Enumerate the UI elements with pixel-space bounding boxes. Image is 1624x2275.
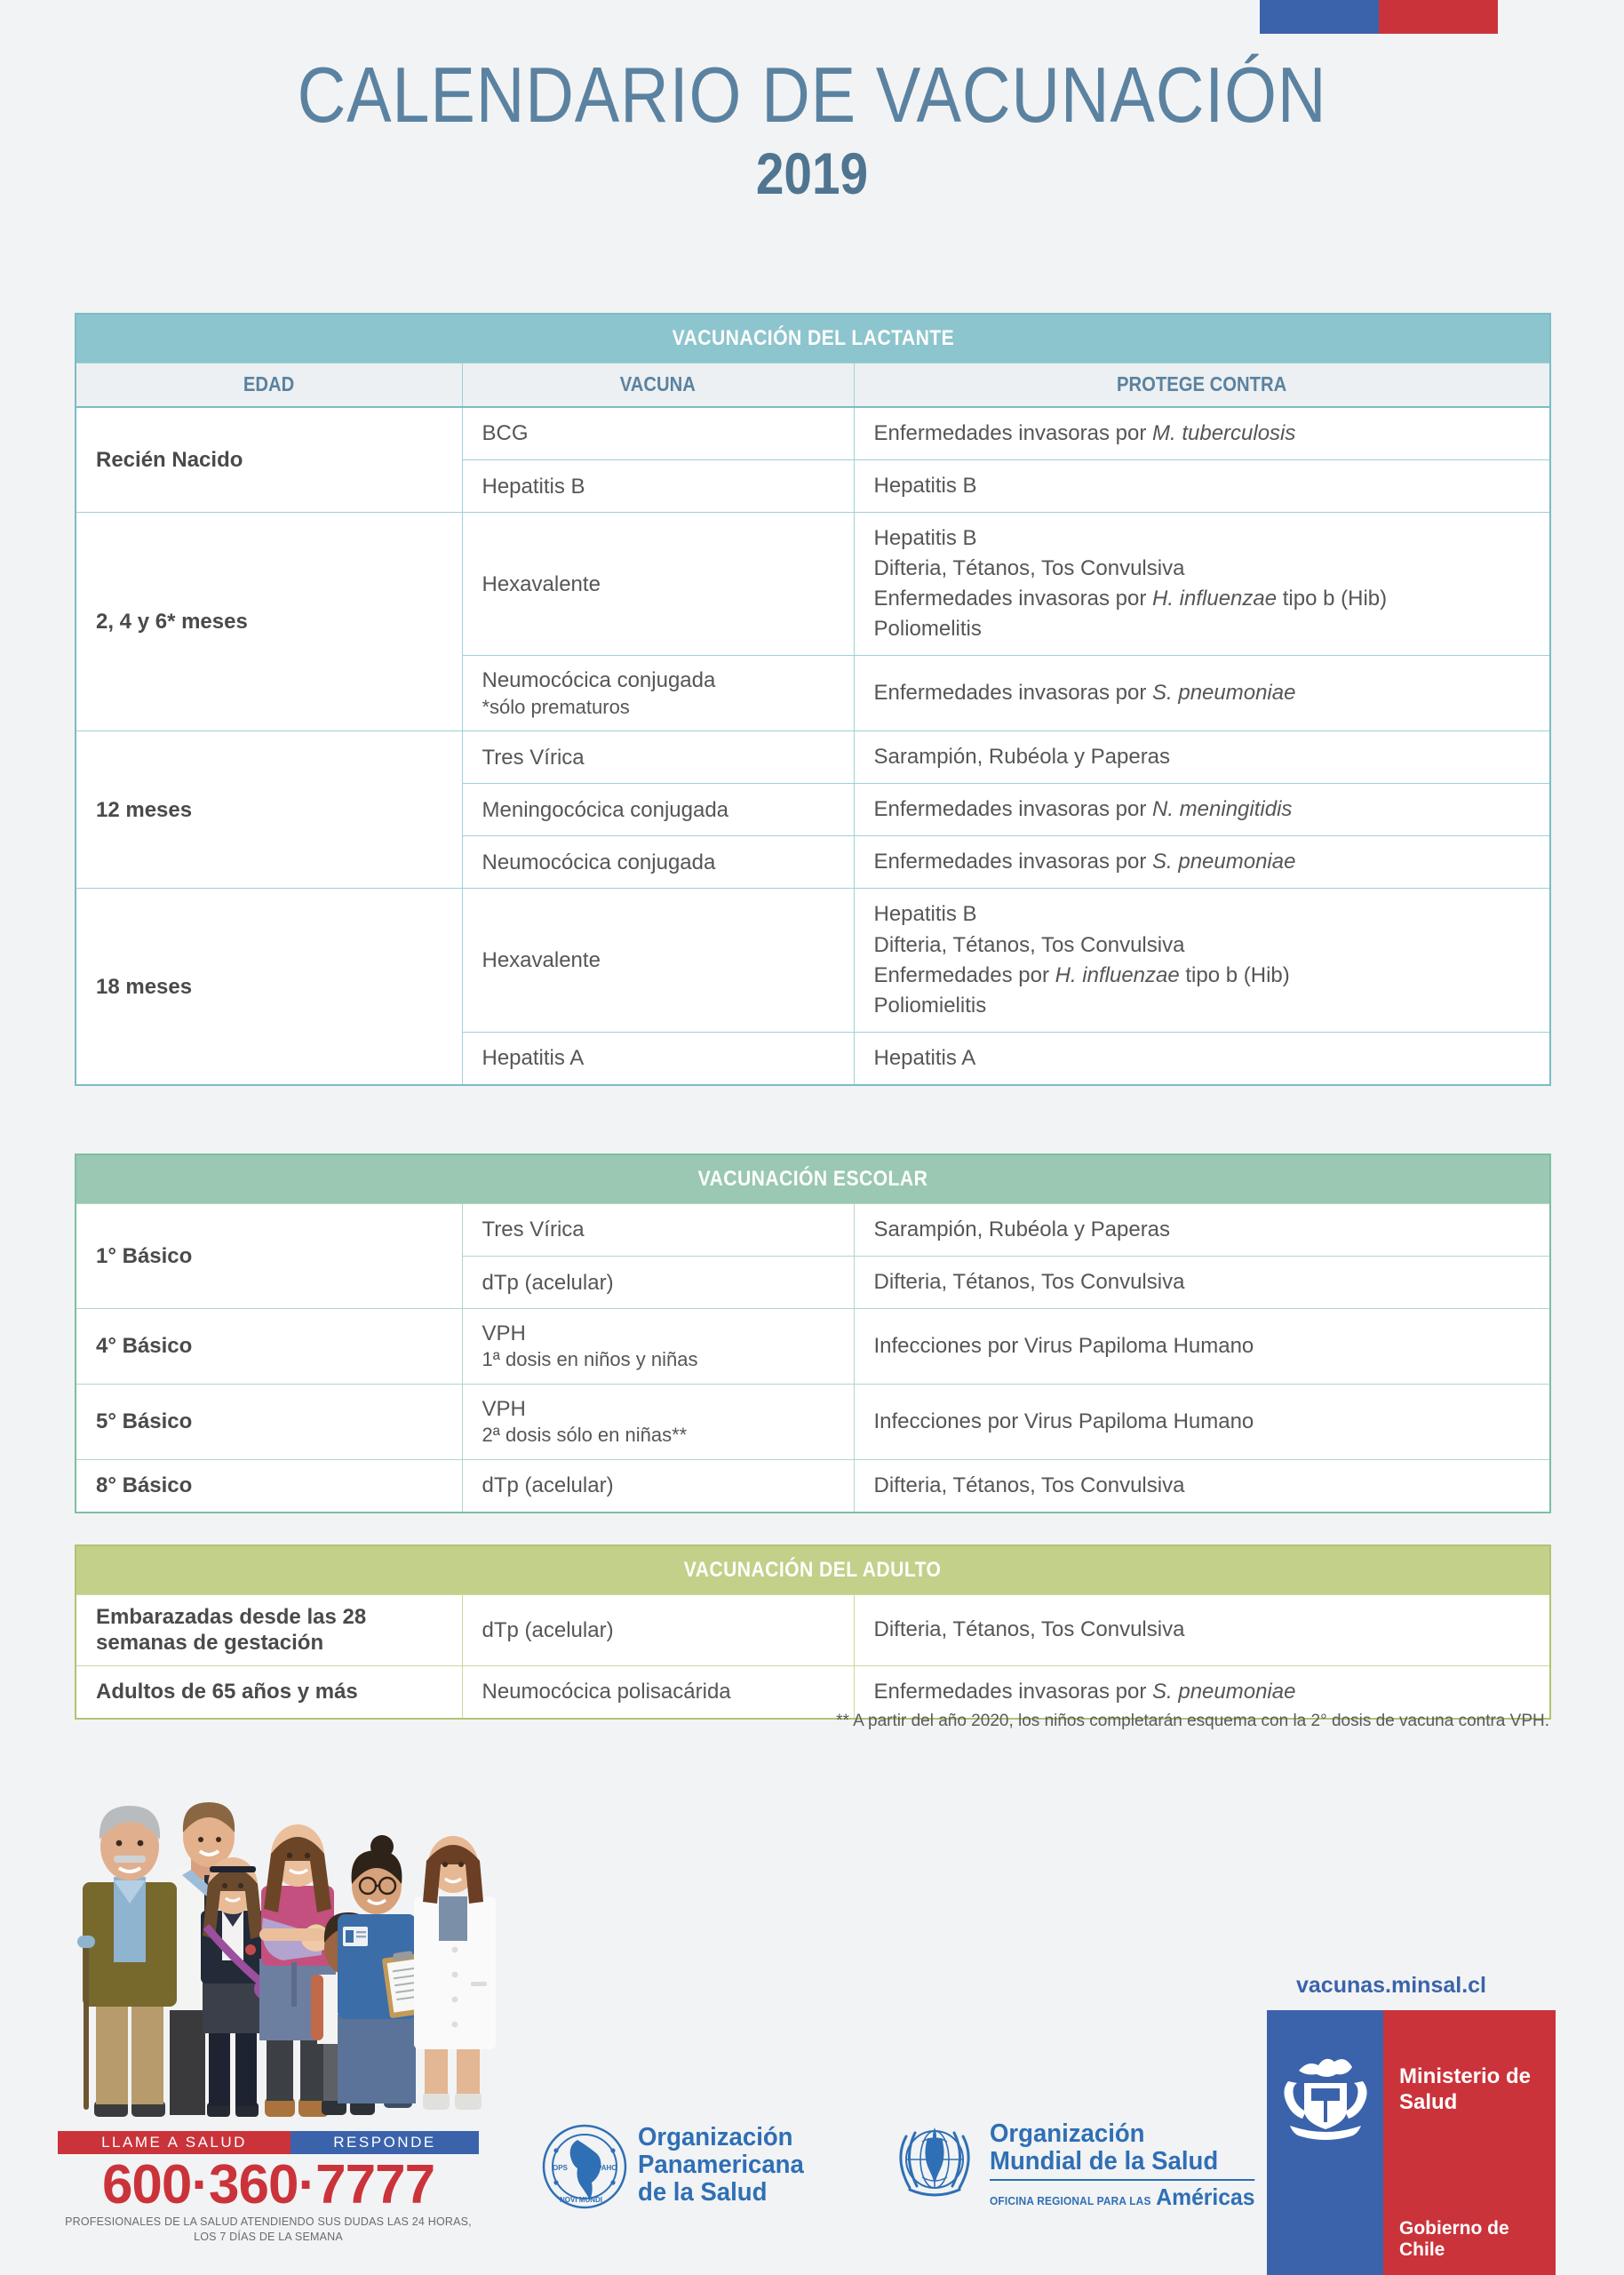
minsal-logo-red-panel bbox=[1383, 2010, 1556, 2275]
cell-protects-against: Enfermedades invasoras por S. pneumoniae bbox=[854, 1665, 1550, 1719]
cell-protects-against: Enfermedades invasoras por N. meningitidis bbox=[854, 784, 1550, 836]
cell-vaccine: Neumocócica conjugada bbox=[462, 836, 854, 889]
cell-vaccine: dTp (acelular) bbox=[462, 1257, 854, 1309]
cell-age: 1° Básico bbox=[76, 1204, 462, 1309]
who-americas-label: Américas bbox=[1156, 2183, 1255, 2210]
cell-age: Recién Nacido bbox=[76, 407, 462, 513]
cell-age: 18 meses bbox=[76, 889, 462, 1085]
cell-vaccine: VPH 1ª dosis en niños y niñas bbox=[462, 1309, 854, 1385]
cell-protects-against: Hepatitis B bbox=[854, 460, 1550, 513]
table-row bbox=[76, 1309, 1550, 1385]
minsal-logo-block bbox=[1267, 2010, 1556, 2275]
cell-age: Embarazadas desde las 28 semanas de gestación bbox=[76, 1595, 462, 1666]
cell-vaccine: Neumocócica conjugada *sólo prematuros bbox=[462, 656, 854, 731]
table-row bbox=[76, 407, 1550, 460]
table-row bbox=[76, 889, 1550, 1032]
cell-vaccine: Neumocócica polisacárida bbox=[462, 1665, 854, 1719]
who-line2: Mundial de la Salud bbox=[990, 2147, 1219, 2175]
salud-responde-phone-number[interactable]: 600·360·7777 bbox=[101, 2154, 435, 2215]
page-title-block bbox=[0, 51, 1624, 206]
cell-protects-against: Hepatitis A bbox=[854, 1032, 1550, 1085]
cell-vaccine: BCG bbox=[462, 407, 854, 460]
illustration-older-man bbox=[77, 1806, 177, 2117]
paho-seal-icon bbox=[542, 2124, 627, 2209]
cell-vaccine: dTp (acelular) bbox=[462, 1459, 854, 1513]
table-row bbox=[76, 1665, 1550, 1719]
paho-logo-block bbox=[542, 2124, 813, 2209]
column-header-vacuna: VACUNA bbox=[619, 372, 697, 395]
illustration-female-doctor bbox=[414, 1836, 496, 2110]
cell-protects-against: Difteria, Tétanos, Tos Convulsiva bbox=[854, 1595, 1550, 1666]
table-escolar bbox=[75, 1153, 1551, 1513]
column-header-protege: PROTEGE CONTRA bbox=[1117, 372, 1287, 395]
table-row bbox=[76, 1204, 1550, 1257]
table-row bbox=[76, 513, 1550, 656]
paho-line2: Panamericana bbox=[638, 2151, 804, 2179]
section-title-escolar: VACUNACIÓN ESCOLAR bbox=[697, 1167, 928, 1191]
table-adulto bbox=[75, 1545, 1551, 1720]
salud-responde-call-label: LLAME A SALUD bbox=[101, 2134, 247, 2151]
table-row bbox=[76, 1384, 1550, 1459]
cell-protects-against: Hepatitis B Difteria, Tétanos, Tos Convulsiva Enfermedades invasoras por H. influenzae tipo b (Hib) Poliomelitis bbox=[854, 513, 1550, 656]
svg-text:NOVI MUNDI: NOVI MUNDI bbox=[560, 2196, 602, 2204]
who-emblem-icon bbox=[888, 2120, 981, 2209]
section-header-adulto bbox=[76, 1545, 1550, 1595]
section-title-lactante: VACUNACIÓN DEL LACTANTE bbox=[672, 326, 954, 350]
cell-protects-against: Difteria, Tétanos, Tos Convulsiva bbox=[854, 1459, 1550, 1513]
salud-responde-blue-segment bbox=[291, 2131, 479, 2154]
who-logo-block bbox=[888, 2120, 1269, 2215]
table-row bbox=[76, 1459, 1550, 1513]
cell-protects-against: Enfermedades invasoras por S. pneumoniae bbox=[854, 836, 1550, 889]
minsal-logo-blue-panel bbox=[1267, 2010, 1383, 2275]
cell-protects-against: Infecciones por Virus Papiloma Humano bbox=[854, 1384, 1550, 1459]
cell-vaccine: Tres Vírica bbox=[462, 731, 854, 784]
who-name bbox=[990, 2120, 1254, 2215]
cell-protects-against: Hepatitis B Difteria, Tétanos, Tos Convulsiva Enfermedades por H. influenzae tipo b (Hib) Poliomielitis bbox=[854, 889, 1550, 1032]
paho-name bbox=[638, 2124, 804, 2207]
cell-age: 12 meses bbox=[76, 731, 462, 889]
cell-protects-against: Sarampión, Rubéola y Paperas bbox=[854, 1204, 1550, 1257]
chile-flag-accent-bar bbox=[1260, 0, 1498, 34]
salud-responde-bar bbox=[58, 2131, 479, 2154]
who-regional-office-label: OFICINA REGIONAL PARA LAS bbox=[990, 2195, 1151, 2207]
footnote-vph: ** A partir del año 2020, los niños completarán esquema con la 2° dosis de vacuna contra VPH. bbox=[836, 1712, 1549, 1730]
family-and-health-workers-illustration bbox=[53, 1761, 506, 2135]
cell-protects-against: Sarampión, Rubéola y Paperas bbox=[854, 731, 1550, 784]
table-row bbox=[76, 1595, 1550, 1666]
chile-coat-of-arms-icon bbox=[1272, 2048, 1379, 2145]
cell-protects-against: Difteria, Tétanos, Tos Convulsiva bbox=[854, 1257, 1550, 1309]
salud-responde-block bbox=[43, 2131, 494, 2245]
minsal-name bbox=[1399, 2063, 1531, 2115]
cell-vaccine: Tres Vírica bbox=[462, 1204, 854, 1257]
paho-line3: de la Salud bbox=[638, 2178, 768, 2207]
cell-protects-against: Enfermedades invasoras por M. tuberculosis bbox=[854, 407, 1550, 460]
cell-age: 2, 4 y 6* meses bbox=[76, 513, 462, 731]
column-header-edad: EDAD bbox=[243, 372, 295, 395]
cell-age: 8° Básico bbox=[76, 1459, 462, 1513]
paho-line1: Organización bbox=[638, 2123, 793, 2151]
salud-responde-note-line2: LOS 7 DÍAS DE LA SEMANA bbox=[194, 2230, 343, 2243]
minsal-name-line1: Ministerio de bbox=[1399, 2064, 1532, 2088]
svg-text:PAHO: PAHO bbox=[597, 2164, 617, 2172]
who-line1: Organización bbox=[990, 2119, 1145, 2148]
cell-vaccine: Hexavalente bbox=[462, 889, 854, 1032]
who-divider bbox=[990, 2179, 1254, 2181]
cell-age: 4° Básico bbox=[76, 1309, 462, 1385]
salud-responde-note-line1: PROFESIONALES DE LA SALUD ATENDIENDO SUS DUDAS LAS 24 HORAS, bbox=[65, 2215, 472, 2228]
cell-vaccine: Meningocócica conjugada bbox=[462, 784, 854, 836]
cell-protects-against: Enfermedades invasoras por S. pneumoniae bbox=[854, 656, 1550, 731]
cell-age: Adultos de 65 años y más bbox=[76, 1665, 462, 1719]
svg-text:OPS: OPS bbox=[553, 2164, 568, 2172]
salud-responde-responde-label: RESPONDE bbox=[333, 2134, 436, 2151]
vaccines-website-url[interactable]: vacunas.minsal.cl bbox=[1296, 1973, 1487, 1998]
cell-vaccine: dTp (acelular) bbox=[462, 1595, 854, 1666]
table-lactante bbox=[75, 313, 1551, 1086]
cell-vaccine: Hepatitis A bbox=[462, 1032, 854, 1085]
cell-vaccine: VPH 2ª dosis sólo en niñas** bbox=[462, 1384, 854, 1459]
flag-blue-block bbox=[1260, 0, 1379, 34]
page-title-year: 2019 bbox=[755, 140, 869, 206]
cell-age: 5° Básico bbox=[76, 1384, 462, 1459]
section-title-adulto: VACUNACIÓN DEL ADULTO bbox=[684, 1558, 942, 1582]
column-header-row bbox=[76, 363, 1550, 408]
flag-red-block bbox=[1379, 0, 1498, 34]
section-header-escolar bbox=[76, 1154, 1550, 1204]
cell-protects-against: Infecciones por Virus Papiloma Humano bbox=[854, 1309, 1550, 1385]
minsal-name-line2: Salud bbox=[1399, 2090, 1458, 2114]
cell-vaccine: Hepatitis B bbox=[462, 460, 854, 513]
who-regional-office bbox=[990, 2183, 1254, 2215]
salud-responde-red-segment bbox=[58, 2131, 291, 2154]
table-row bbox=[76, 731, 1550, 784]
government-of-chile-label: Gobierno de Chile bbox=[1399, 2218, 1509, 2260]
cell-vaccine: Hexavalente bbox=[462, 513, 854, 656]
page-title: CALENDARIO DE VACUNACIÓN bbox=[297, 51, 1327, 139]
section-header-lactante bbox=[76, 314, 1550, 363]
